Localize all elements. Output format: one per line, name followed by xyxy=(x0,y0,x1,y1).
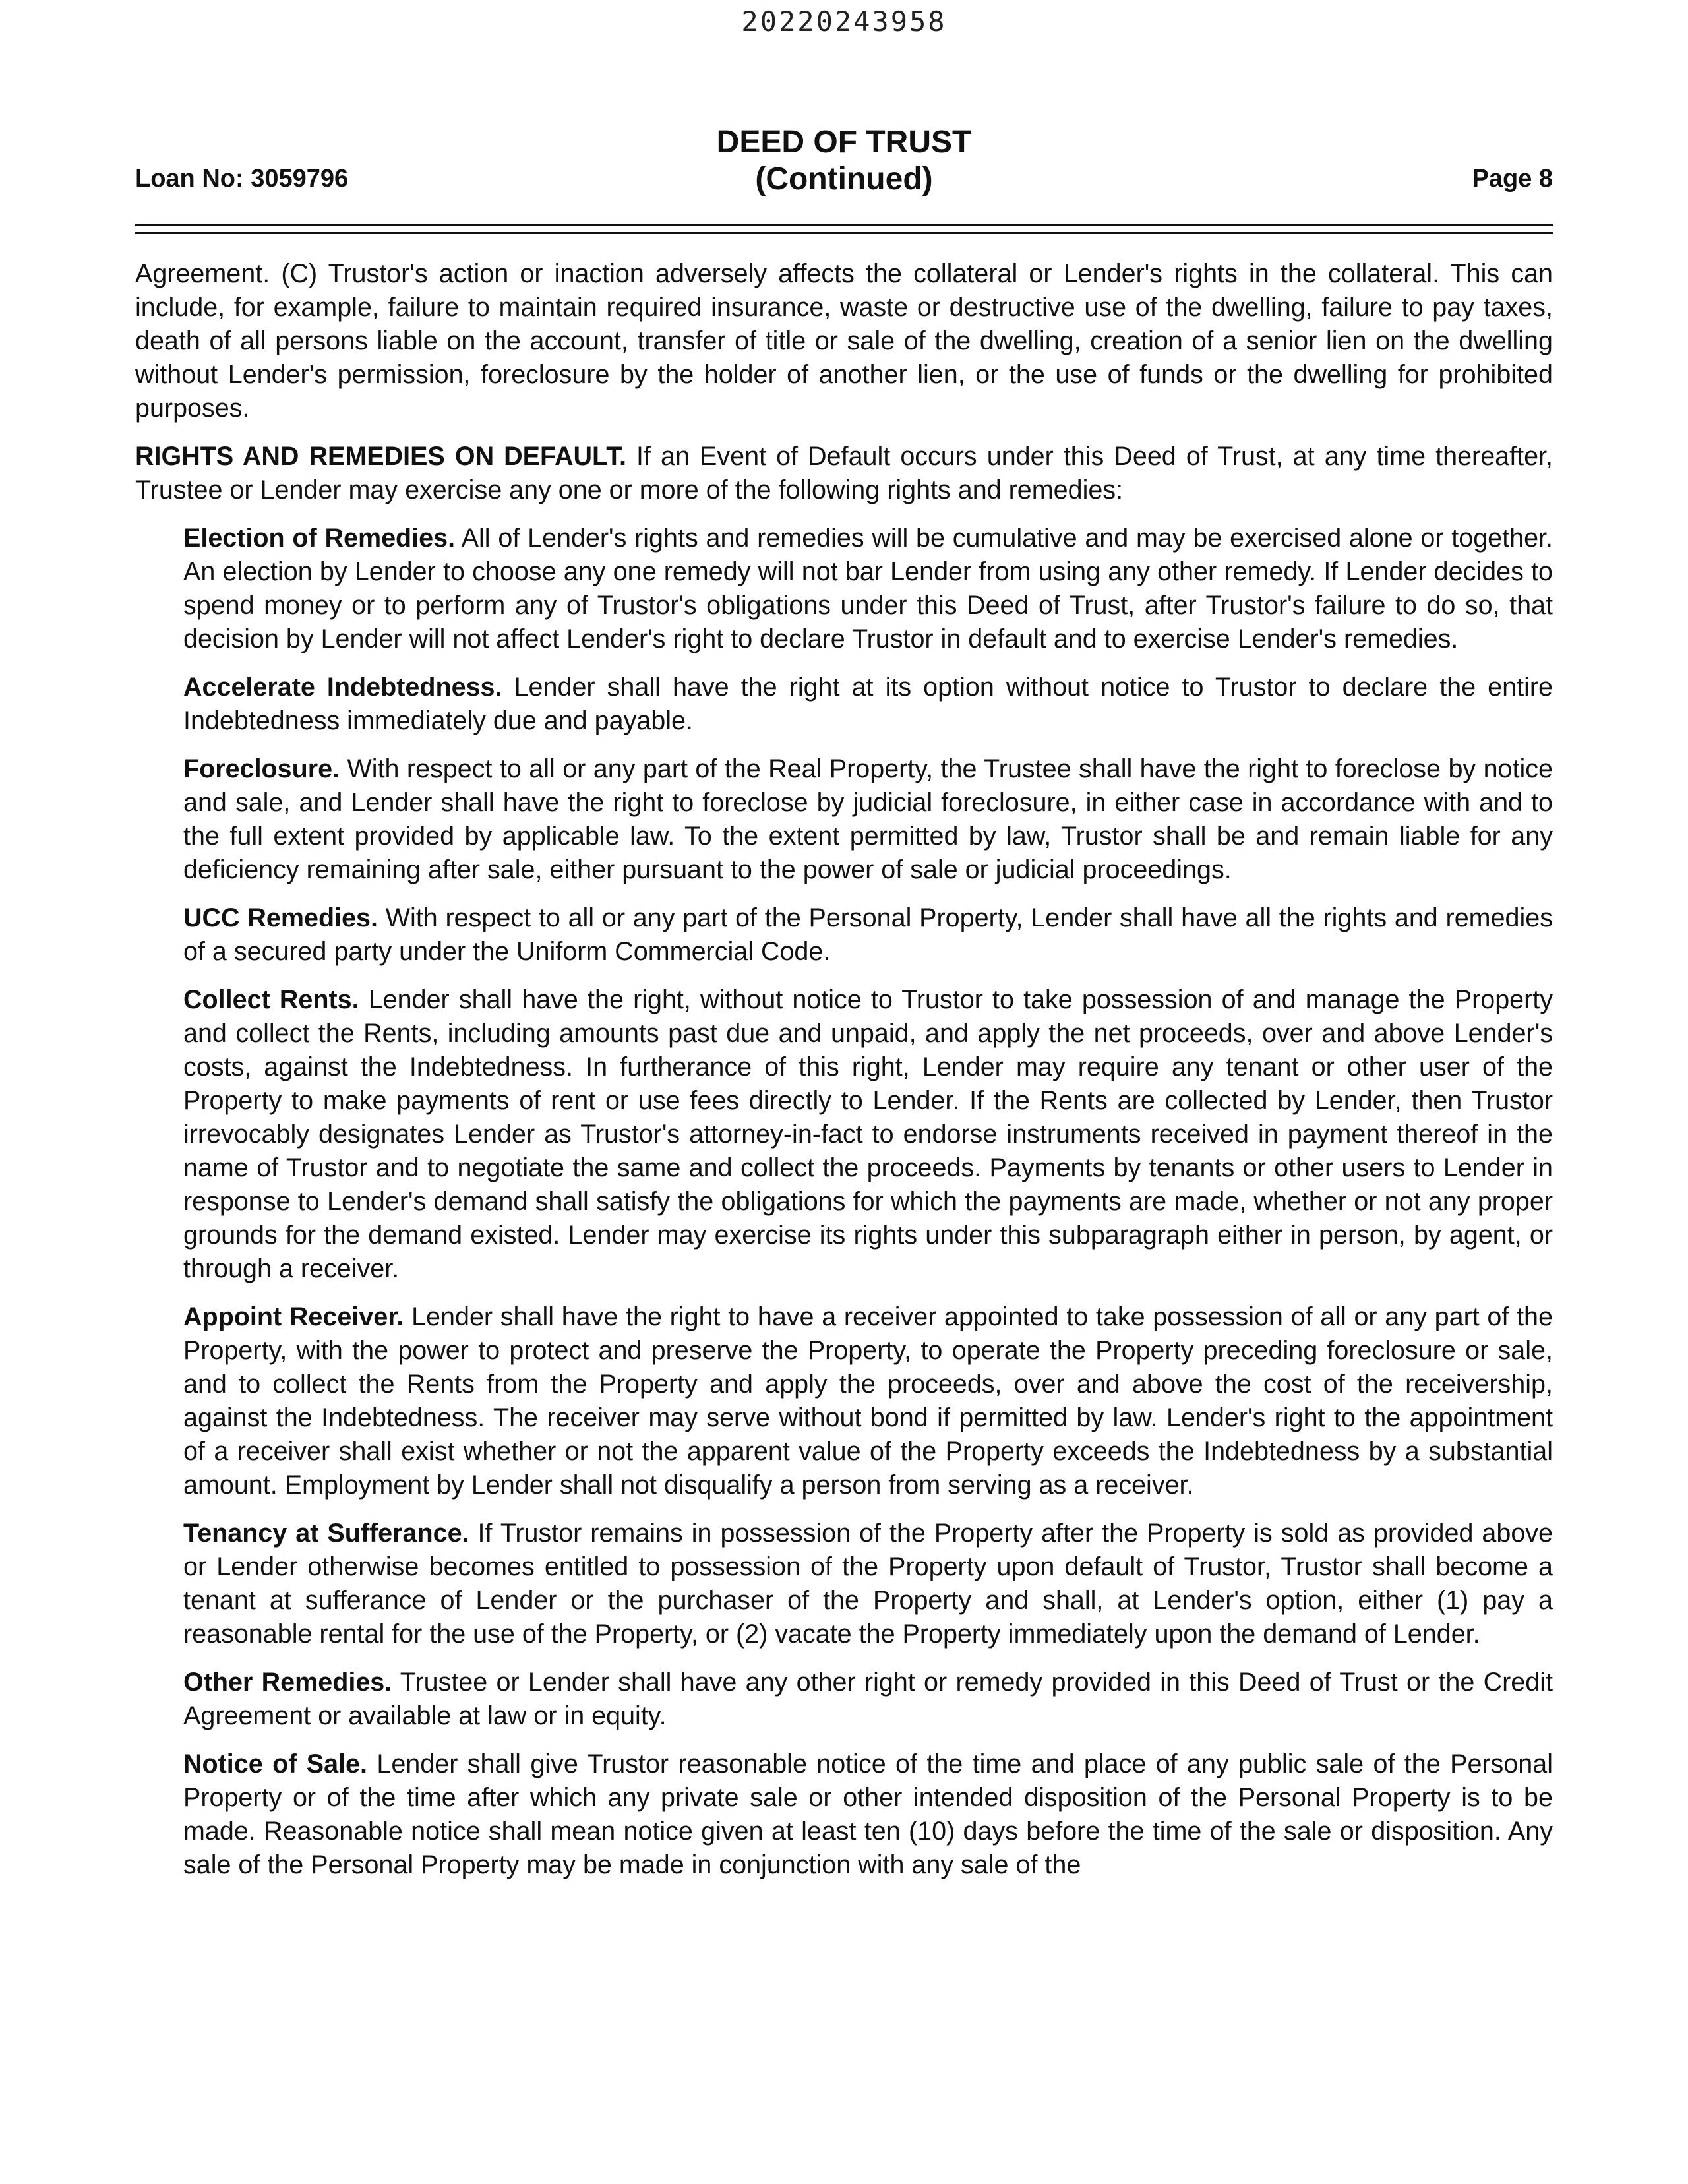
ucc-remedies-text: With respect to all or any part of the Personal Property, Lender shall have all the rights and remedies of a secured party under the Uniform Commercial Code. xyxy=(183,903,1553,966)
tenancy-at-sufferance-heading: Tenancy at Sufferance. xyxy=(183,1519,469,1548)
appoint-receiver-heading: Appoint Receiver. xyxy=(183,1302,404,1331)
accelerate-indebtedness-paragraph xyxy=(183,671,1553,738)
document-body xyxy=(135,257,1553,1896)
header-rule-bottom xyxy=(135,232,1553,234)
ucc-remedies-heading: UCC Remedies. xyxy=(183,903,378,932)
collect-rents-paragraph xyxy=(183,983,1553,1286)
header-rule-top xyxy=(135,224,1553,226)
tenancy-at-sufferance-text: If Trustor remains in possession of the Property after the Property is sold as provided above or Lender otherwise becomes entitled to possession of the Property upon default of Trustor, Trustor shall become a tenant at sufferance of Lender or the purchaser of the Property and shall, at Lender's option, either (1) pay a reasonable rental for the use of the Property, or (2) vacate the Property immediately upon the demand of Lender. xyxy=(183,1519,1553,1649)
election-of-remedies-paragraph xyxy=(183,522,1553,656)
foreclosure-heading: Foreclosure. xyxy=(183,754,340,783)
page-number: Page 8 xyxy=(1472,165,1553,193)
appoint-receiver-text: Lender shall have the right to have a receiver appointed to take possession of all or any part of the Property, with the power to protect and preserve the Property, to operate the Property preceding foreclosure or sale, and to collect the Rents from the Property and apply the proceeds, over and above the cost of the receivership, against the Indebtedness. The receiver may serve without bond if permitted by law. Lender's right to the appointment of a receiver shall exist whether or not the apparent value of the Property exceeds the Indebtedness by a substantial amount. Employment by Lender shall not disqualify a person from serving as a receiver. xyxy=(183,1302,1553,1500)
collect-rents-heading: Collect Rents. xyxy=(183,985,359,1014)
ucc-remedies-paragraph xyxy=(183,901,1553,969)
notice-of-sale-text: Lender shall give Trustor reasonable notice of the time and place of any public sale of the Personal Property or of the time after which any private sale or other intended disposition of the Personal Property is to be made. Reasonable notice shall mean notice given at least ten (10) days before the time of the sale or disposition. Any sale of the Personal Property may be made in conjunction with any sale of the xyxy=(183,1749,1553,1879)
document-title-block xyxy=(0,124,1688,198)
page-header xyxy=(0,124,1688,203)
other-remedies-text: Trustee or Lender shall have any other right or remedy provided in this Deed of Trust or the Credit Agreement or available at law or in equity. xyxy=(183,1668,1553,1730)
collect-rents-text: Lender shall have the right, without notice to Trustor to take possession of and manage the Property and collect the Rents, including amounts past due and unpaid, and apply the net proceeds, over and above Lender's costs, against the Indebtedness. In furtherance of this right, Lender may require any tenant or other user of the Property to make payments of rent or use fees directly to Lender. If the Rents are collected by Lender, then Trustor irrevocably designates Lender as Trustor's attorney-in-fact to endorse instruments received in payment thereof in the name of Trustor and to negotiate the same and collect the proceeds. Payments by tenants or other users to Lender in response to Lender's demand shall satisfy the obligations for which the payments are made, whether or not any proper grounds for the demand existed. Lender may exercise its rights under this subparagraph either in person, by agent, or through a receiver. xyxy=(183,985,1553,1283)
foreclosure-text: With respect to all or any part of the Real Property, the Trustee shall have the right to foreclose by notice and sale, and Lender shall have the right to foreclose by judicial foreclosure, in either case in accordance with and to the full extent provided by applicable law. To the extent permitted by law, Trustor shall be and remain liable for any deficiency remaining after sale, either pursuant to the power of sale or judicial proceedings. xyxy=(183,754,1553,884)
notice-of-sale-paragraph xyxy=(183,1747,1553,1882)
accelerate-indebtedness-heading: Accelerate Indebtedness. xyxy=(183,673,502,702)
rights-remedies-text: If an Event of Default occurs under this Deed of Trust, at any time thereafter, Trustee or Lender may exercise any one or more of the following rights and remedies: xyxy=(135,442,1553,504)
rights-remedies-heading: RIGHTS AND REMEDIES ON DEFAULT. xyxy=(135,442,626,471)
election-of-remedies-text: All of Lender's rights and remedies will be cumulative and may be exercised alone or together. An election by Lender to choose any one remedy will not bar Lender from using any other remedy. If Lender decides to spend money or to perform any of Trustor's obligations under this Deed of Trust, after Trustor's failure to do so, that decision by Lender will not affect Lender's right to declare Trustor in default and to exercise Lender's remedies. xyxy=(183,524,1553,653)
accelerate-indebtedness-text: Lender shall have the right at its option without notice to Trustor to declare the entire Indebtedness immediately due and payable. xyxy=(183,673,1553,735)
other-remedies-heading: Other Remedies. xyxy=(183,1668,392,1697)
appoint-receiver-paragraph xyxy=(183,1300,1553,1502)
rights-remedies-paragraph xyxy=(135,440,1553,507)
tenancy-at-sufferance-paragraph xyxy=(183,1517,1553,1651)
notice-of-sale-heading: Notice of Sale. xyxy=(183,1749,367,1778)
document-subtitle: (Continued) xyxy=(755,162,933,197)
intro-paragraph: Agreement. (C) Trustor's action or inaction adversely affects the collateral or Lender's rights in the collateral. This can include, for example, failure to maintain required insurance, waste or destructive use of the dwelling, failure to pay taxes, death of all persons liable on the account, transfer of title or sale of the dwelling, creation of a senior lien on the dwelling without Lender's permission, foreclosure by the holder of another lien, or the use of funds or the dwelling for prohibited purposes. xyxy=(135,259,1553,423)
foreclosure-paragraph xyxy=(183,752,1553,887)
election-of-remedies-heading: Election of Remedies. xyxy=(183,524,456,553)
document-number: 20220243958 xyxy=(741,5,947,38)
document-title: DEED OF TRUST xyxy=(716,125,972,160)
loan-number: Loan No: 3059796 xyxy=(135,165,349,193)
other-remedies-paragraph xyxy=(183,1666,1553,1733)
